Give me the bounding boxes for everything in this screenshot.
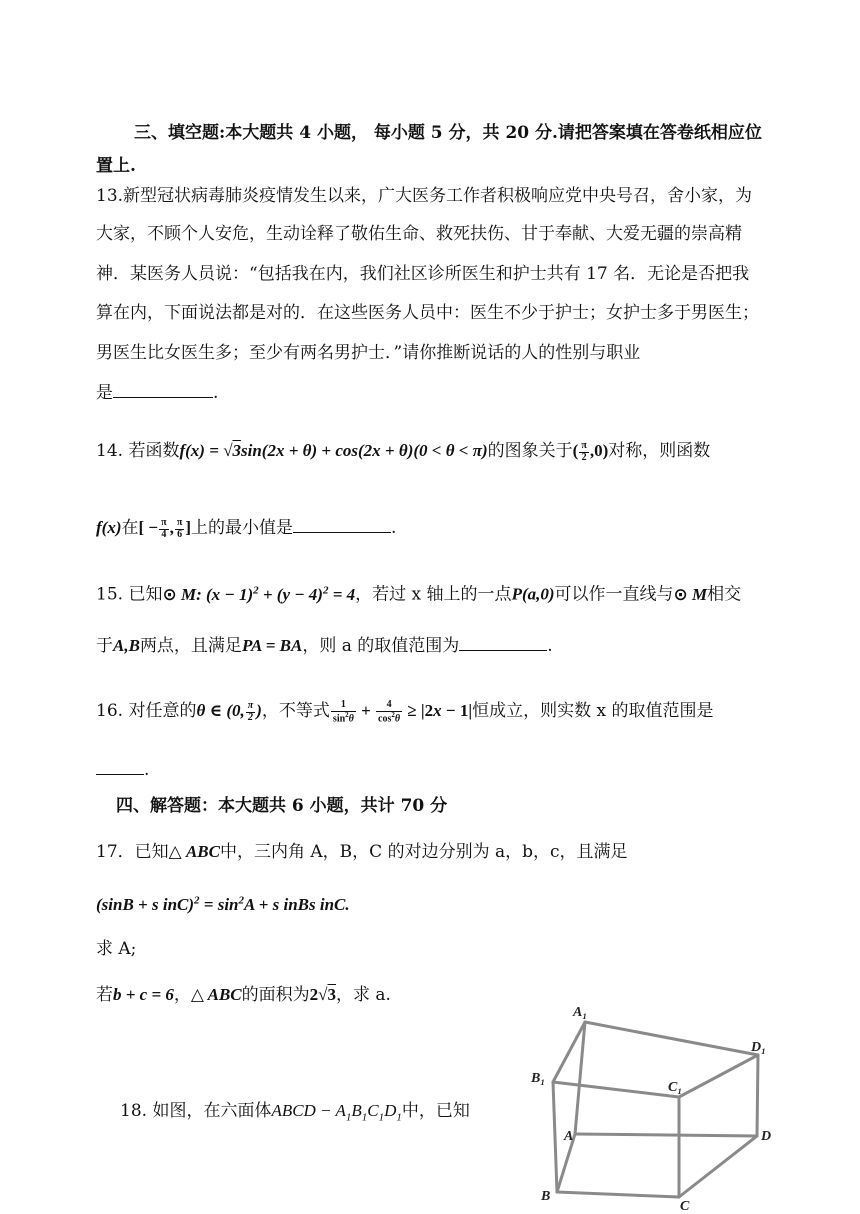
q14-end: 对称，则函数	[608, 440, 711, 461]
q15-prefix: 15. 已知	[96, 584, 163, 605]
q17-triangle: △ ABC	[168, 842, 220, 861]
q17-comma: ，	[173, 985, 191, 1005]
q18-prefix: 18. 如图，在六面体	[120, 1101, 272, 1121]
edge-c-d	[679, 1136, 757, 1197]
q16-period: .	[144, 760, 150, 780]
q17-intro: 中，三内角 A，B，C 的对边分别为 a，b，c，且满足	[219, 842, 628, 862]
q14-answer-blank[interactable]	[293, 518, 391, 533]
label-d: D	[761, 1129, 772, 1144]
q16-inequality: $\frac{1}{\sin^2\theta}$ + $\frac{4}{\cos^2\theta}$ ≥ |2x − 1|	[332, 699, 473, 724]
q15-point: P(a,0)	[511, 584, 555, 604]
label-b1: B₁	[531, 1071, 546, 1086]
q17-triangle-2: △ ABC	[190, 985, 242, 1004]
q14-f: f(x)	[96, 518, 122, 537]
q13-line-6	[96, 383, 218, 402]
q17-ask: ，求 a.	[335, 985, 391, 1005]
q13-answer-prefix: 是	[96, 383, 113, 403]
q17-line-1	[96, 843, 628, 861]
q15-period: .	[547, 636, 553, 656]
edge-b-c	[557, 1192, 679, 1197]
q18-end: 中，已知	[401, 1101, 470, 1121]
q15-mid2: 可以作一直线与	[554, 584, 674, 605]
edge-b1-c1	[553, 1082, 679, 1097]
q15-end: 相交	[707, 584, 742, 605]
q16-line-2	[96, 760, 149, 779]
edge-a1-d1	[585, 1022, 758, 1055]
q17-condition: b + c = 6	[113, 985, 174, 1004]
q16-mid: ，不等式	[261, 701, 330, 722]
edge-a-d	[575, 1134, 757, 1136]
hexahedron-figure	[525, 1000, 785, 1214]
q16-theta: θ ∈ (0, $\frac{\pi}{2}$ )	[196, 700, 262, 723]
q15-line-1	[96, 585, 741, 604]
q17-prefix: 17．已知	[96, 842, 169, 862]
label-b: B	[541, 1189, 551, 1204]
q17-ruo: 若	[96, 985, 113, 1005]
q17-part-1: 求 A;	[96, 939, 137, 959]
label-c: C	[680, 1199, 690, 1214]
q14-line-1	[96, 441, 710, 463]
q15-line-2	[96, 636, 553, 655]
q14-mid: 的图象关于	[487, 440, 573, 461]
q17-part-2	[96, 986, 391, 1004]
q15-answer-blank[interactable]	[459, 636, 547, 651]
q14-at: 在	[121, 518, 139, 538]
edge-d1-d	[757, 1055, 758, 1136]
q18-line-1	[120, 1102, 470, 1123]
q17-area: 2√3	[309, 985, 336, 1004]
q18-solid: ABCD − $A_1B_1C_1D_1$	[271, 1101, 402, 1124]
q14-function: f(x) = √3sin(2x + θ) + cos(2x + θ)(0 < θ < π)	[179, 440, 488, 460]
q15-cond-text: 两点，且满足	[139, 636, 242, 656]
q16-line-1	[96, 700, 714, 724]
q13-line-2: 大家，不顾个人安危，生动诠释了敬佑生命、救死扶伤、甘于奉献、大爱无疆的崇高精	[96, 224, 742, 244]
q14-period: .	[390, 518, 397, 538]
q16-end: 恒成立，则实数 x 的取值范围是	[472, 701, 714, 722]
q15-range-text: ，则 a 的取值范围为	[302, 636, 460, 656]
q17-equation-math: (sinB + s $inC)^2 = \sin^2A + s$ inBs inC.	[96, 894, 350, 914]
q14-line-2	[96, 518, 396, 540]
q15-circle-m: ⊙ M	[673, 584, 708, 605]
q15-ab: A,B	[113, 636, 140, 655]
q13-answer-blank[interactable]	[113, 383, 213, 398]
q15-yu: 于	[96, 636, 113, 656]
q15-condition: PA = BA	[241, 636, 303, 655]
q13-line-5: 男医生比女医生多；至少有两名男护士．”请你推断说话的人的性别与职业	[96, 343, 641, 363]
edge-d1-c1	[679, 1055, 758, 1097]
label-d1: D₁	[751, 1040, 766, 1055]
q17-area-text: 的面积为	[241, 985, 310, 1005]
edge-b1-b	[553, 1082, 557, 1192]
q16-answer-blank[interactable]	[96, 760, 144, 775]
label-a1: A₁	[573, 1005, 588, 1020]
q14-prefix: 14. 若函数	[96, 440, 180, 461]
section-4-heading: 四、解答题：本大题共 6 小题，共计 70 分	[116, 796, 448, 816]
q14-rest: 上的最小值是	[190, 518, 293, 538]
label-a: A	[564, 1129, 574, 1144]
q13-line-4: 算在内，下面说法都是对的．在这些医务人员中：医生不少于护士；女护士多于男医生；	[96, 303, 759, 323]
section-3-heading-cont: 置上.	[96, 156, 136, 176]
label-c1: C₁	[668, 1080, 683, 1095]
q14-point: ( $\frac{\pi}{2}$ ,0)	[572, 440, 609, 463]
q17-equation	[96, 895, 350, 914]
q14-interval: [ − $\frac{\pi}{4}$ , $\frac{\pi}{6}$ ]	[138, 517, 191, 540]
q16-prefix: 16. 对任意的	[96, 701, 197, 722]
section-3-heading: 三、填空题:本大题共 4 小题， 每小题 5 分，共 20 分.请把答案填在答卷纸相应位	[134, 123, 762, 143]
q15-circle: ⊙ M: $(x - 1)^2 + (y - 4)^2 = 4$	[162, 584, 356, 605]
q13-line-3: 神．某医务人员说：“包括我在内，我们社区诊所医生和护士共有 17 名．无论是否把我	[96, 264, 750, 284]
q13-line-1: 13.新型冠状病毒肺炎疫情发生以来，广大医务工作者积极响应党中央号召，舍小家，为	[96, 186, 753, 206]
q13-period: .	[213, 383, 219, 403]
q15-mid1: ，若过 x 轴上的一点	[355, 584, 512, 605]
